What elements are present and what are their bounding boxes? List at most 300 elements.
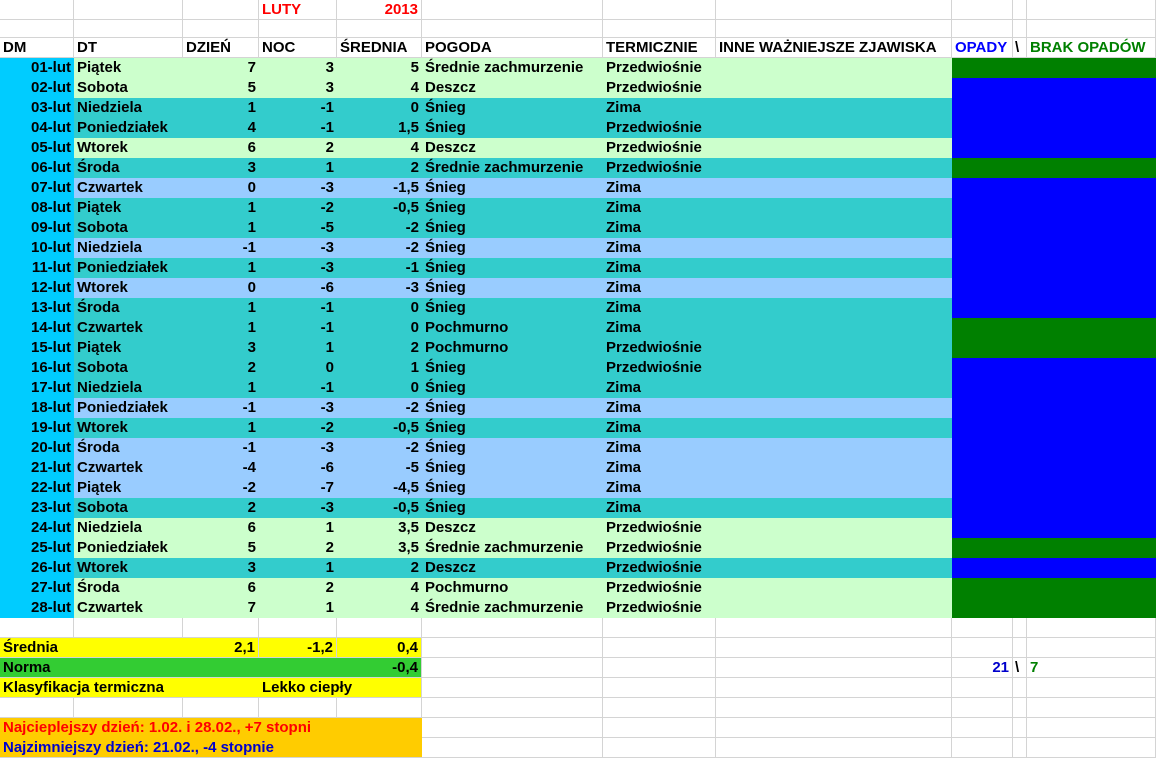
weather-cell[interactable]: Śnieg <box>422 378 603 398</box>
thermal-cell[interactable]: Zima <box>603 418 716 438</box>
day-date-cell[interactable]: 13-lut <box>0 298 74 318</box>
cell[interactable] <box>422 0 603 20</box>
avg-temp-cell[interactable]: 1 <box>337 358 422 378</box>
precip-indicator[interactable] <box>952 538 1156 558</box>
cell[interactable] <box>952 698 1013 718</box>
weather-cell[interactable]: Deszcz <box>422 78 603 98</box>
other-phenomena-cell[interactable] <box>716 258 952 278</box>
day-temp-cell[interactable]: 1 <box>183 378 259 398</box>
cell[interactable] <box>716 718 952 738</box>
header-noc[interactable]: NOC <box>259 38 337 58</box>
night-temp-cell[interactable]: 1 <box>259 158 337 178</box>
night-temp-cell[interactable]: 2 <box>259 138 337 158</box>
day-date-cell[interactable]: 11-lut <box>0 258 74 278</box>
opady-count[interactable]: 21 <box>952 658 1013 678</box>
cell[interactable] <box>1013 698 1027 718</box>
night-temp-cell[interactable]: -3 <box>259 258 337 278</box>
precip-indicator[interactable] <box>952 358 1156 378</box>
precip-indicator[interactable] <box>952 418 1156 438</box>
klasyfikacja-value[interactable]: Lekko ciepły <box>259 678 422 698</box>
cell[interactable] <box>716 638 952 658</box>
weather-cell[interactable]: Śnieg <box>422 218 603 238</box>
header-termicznie[interactable]: TERMICZNIE <box>603 38 716 58</box>
day-temp-cell[interactable]: 5 <box>183 538 259 558</box>
cell[interactable] <box>603 738 716 758</box>
day-name-cell[interactable]: Piątek <box>74 198 183 218</box>
cell[interactable] <box>952 20 1013 38</box>
cell[interactable] <box>1013 618 1027 638</box>
avg-temp-cell[interactable]: 2 <box>337 338 422 358</box>
thermal-cell[interactable]: Przedwiośnie <box>603 598 716 618</box>
cell[interactable] <box>422 638 603 658</box>
other-phenomena-cell[interactable] <box>716 518 952 538</box>
thermal-cell[interactable]: Przedwiośnie <box>603 358 716 378</box>
cell[interactable] <box>952 618 1013 638</box>
norma-value[interactable]: -0,4 <box>337 658 422 678</box>
header-inne[interactable]: INNE WAŻNIEJSZE ZJAWISKA <box>716 38 952 58</box>
month-title[interactable]: LUTY <box>259 0 337 20</box>
thermal-cell[interactable]: Zima <box>603 258 716 278</box>
thermal-cell[interactable]: Zima <box>603 98 716 118</box>
day-name-cell[interactable]: Środa <box>74 298 183 318</box>
cell[interactable] <box>1013 20 1027 38</box>
day-temp-cell[interactable]: 0 <box>183 278 259 298</box>
day-name-cell[interactable]: Czwartek <box>74 458 183 478</box>
cell[interactable] <box>1013 0 1027 20</box>
avg-temp-cell[interactable]: 3,5 <box>337 538 422 558</box>
thermal-cell[interactable]: Zima <box>603 298 716 318</box>
day-temp-cell[interactable]: 3 <box>183 558 259 578</box>
day-date-cell[interactable]: 07-lut <box>0 178 74 198</box>
other-phenomena-cell[interactable] <box>716 138 952 158</box>
night-temp-cell[interactable]: -3 <box>259 398 337 418</box>
norma-label[interactable]: Norma <box>0 658 337 678</box>
cell[interactable] <box>952 638 1013 658</box>
thermal-cell[interactable]: Przedwiośnie <box>603 518 716 538</box>
night-temp-cell[interactable]: -6 <box>259 278 337 298</box>
day-temp-cell[interactable]: 6 <box>183 578 259 598</box>
cell[interactable] <box>183 698 259 718</box>
day-name-cell[interactable]: Poniedziałek <box>74 118 183 138</box>
precip-indicator[interactable] <box>952 218 1156 238</box>
cell[interactable] <box>183 618 259 638</box>
weather-cell[interactable]: Śnieg <box>422 258 603 278</box>
precip-indicator[interactable] <box>952 98 1156 118</box>
avg-temp-cell[interactable]: 4 <box>337 598 422 618</box>
precip-indicator[interactable] <box>952 178 1156 198</box>
header-pogoda[interactable]: POGODA <box>422 38 603 58</box>
cell[interactable] <box>422 658 603 678</box>
night-temp-cell[interactable]: -3 <box>259 498 337 518</box>
night-temp-cell[interactable]: -5 <box>259 218 337 238</box>
day-name-cell[interactable]: Wtorek <box>74 278 183 298</box>
cell[interactable] <box>1027 20 1156 38</box>
thermal-cell[interactable]: Przedwiośnie <box>603 158 716 178</box>
day-temp-cell[interactable]: 7 <box>183 58 259 78</box>
header-srednia[interactable]: ŚREDNIA <box>337 38 422 58</box>
thermal-cell[interactable]: Zima <box>603 318 716 338</box>
header-dzien[interactable]: DZIEŃ <box>183 38 259 58</box>
day-temp-cell[interactable]: 1 <box>183 418 259 438</box>
cell[interactable] <box>1013 678 1027 698</box>
cell[interactable] <box>1013 638 1027 658</box>
cell[interactable] <box>183 0 259 20</box>
thermal-cell[interactable]: Przedwiośnie <box>603 338 716 358</box>
thermal-cell[interactable]: Przedwiośnie <box>603 558 716 578</box>
avg-temp-cell[interactable]: -4,5 <box>337 478 422 498</box>
night-temp-cell[interactable]: 1 <box>259 518 337 538</box>
precip-indicator[interactable] <box>952 58 1156 78</box>
day-name-cell[interactable]: Poniedziałek <box>74 538 183 558</box>
day-date-cell[interactable]: 17-lut <box>0 378 74 398</box>
avg-temp-cell[interactable]: 2 <box>337 558 422 578</box>
precip-indicator[interactable] <box>952 498 1156 518</box>
cell[interactable] <box>716 618 952 638</box>
cell[interactable] <box>74 618 183 638</box>
day-name-cell[interactable]: Środa <box>74 158 183 178</box>
day-name-cell[interactable]: Czwartek <box>74 178 183 198</box>
avg-temp-cell[interactable]: -2 <box>337 238 422 258</box>
cell[interactable] <box>1027 638 1156 658</box>
cell[interactable] <box>716 678 952 698</box>
thermal-cell[interactable]: Przedwiośnie <box>603 58 716 78</box>
precip-indicator[interactable] <box>952 278 1156 298</box>
other-phenomena-cell[interactable] <box>716 458 952 478</box>
avg-temp-cell[interactable]: 4 <box>337 138 422 158</box>
other-phenomena-cell[interactable] <box>716 158 952 178</box>
precip-indicator[interactable] <box>952 118 1156 138</box>
other-phenomena-cell[interactable] <box>716 418 952 438</box>
day-date-cell[interactable]: 12-lut <box>0 278 74 298</box>
day-date-cell[interactable]: 10-lut <box>0 238 74 258</box>
day-date-cell[interactable]: 24-lut <box>0 518 74 538</box>
cell[interactable] <box>1027 718 1156 738</box>
cell[interactable] <box>1027 738 1156 758</box>
count-separator[interactable]: \ <box>1013 658 1027 678</box>
weather-cell[interactable]: Śnieg <box>422 98 603 118</box>
day-temp-cell[interactable]: -1 <box>183 238 259 258</box>
day-name-cell[interactable]: Niedziela <box>74 98 183 118</box>
day-temp-cell[interactable]: -4 <box>183 458 259 478</box>
avg-temp-cell[interactable]: 3,5 <box>337 518 422 538</box>
precip-indicator[interactable] <box>952 458 1156 478</box>
weather-cell[interactable]: Śnieg <box>422 458 603 478</box>
day-temp-cell[interactable]: -2 <box>183 478 259 498</box>
day-date-cell[interactable]: 08-lut <box>0 198 74 218</box>
precip-indicator[interactable] <box>952 298 1156 318</box>
avg-temp-cell[interactable]: 5 <box>337 58 422 78</box>
night-temp-cell[interactable]: 1 <box>259 558 337 578</box>
other-phenomena-cell[interactable] <box>716 298 952 318</box>
cell[interactable] <box>183 20 259 38</box>
day-name-cell[interactable]: Środa <box>74 438 183 458</box>
day-temp-cell[interactable]: 5 <box>183 78 259 98</box>
day-name-cell[interactable]: Sobota <box>74 358 183 378</box>
thermal-cell[interactable]: Przedwiośnie <box>603 578 716 598</box>
weather-cell[interactable]: Śnieg <box>422 498 603 518</box>
day-name-cell[interactable]: Wtorek <box>74 138 183 158</box>
precip-indicator[interactable] <box>952 78 1156 98</box>
cell[interactable] <box>259 618 337 638</box>
cell[interactable] <box>337 698 422 718</box>
day-temp-cell[interactable]: 2 <box>183 358 259 378</box>
other-phenomena-cell[interactable] <box>716 238 952 258</box>
cell[interactable] <box>422 678 603 698</box>
avg-temp-cell[interactable]: -0,5 <box>337 498 422 518</box>
thermal-cell[interactable]: Zima <box>603 498 716 518</box>
cell[interactable] <box>1027 698 1156 718</box>
other-phenomena-cell[interactable] <box>716 98 952 118</box>
precip-indicator[interactable] <box>952 478 1156 498</box>
weather-cell[interactable]: Śnieg <box>422 298 603 318</box>
day-name-cell[interactable]: Wtorek <box>74 558 183 578</box>
precip-indicator[interactable] <box>952 318 1156 338</box>
cell[interactable] <box>422 718 603 738</box>
precip-indicator[interactable] <box>952 518 1156 538</box>
cell[interactable] <box>259 698 337 718</box>
header-brak[interactable]: BRAK OPADÓW <box>1027 38 1156 58</box>
night-temp-cell[interactable]: -7 <box>259 478 337 498</box>
thermal-cell[interactable]: Zima <box>603 178 716 198</box>
weather-cell[interactable]: Śnieg <box>422 438 603 458</box>
avg-temp-cell[interactable]: 0 <box>337 98 422 118</box>
precip-indicator[interactable] <box>952 578 1156 598</box>
cell[interactable] <box>952 678 1013 698</box>
precip-indicator[interactable] <box>952 398 1156 418</box>
precip-indicator[interactable] <box>952 338 1156 358</box>
weather-cell[interactable]: Deszcz <box>422 138 603 158</box>
day-name-cell[interactable]: Piątek <box>74 58 183 78</box>
day-date-cell[interactable]: 26-lut <box>0 558 74 578</box>
cell[interactable] <box>0 698 74 718</box>
thermal-cell[interactable]: Zima <box>603 478 716 498</box>
other-phenomena-cell[interactable] <box>716 278 952 298</box>
day-name-cell[interactable]: Wtorek <box>74 418 183 438</box>
weather-cell[interactable]: Średnie zachmurzenie <box>422 598 603 618</box>
day-date-cell[interactable]: 28-lut <box>0 598 74 618</box>
day-date-cell[interactable]: 18-lut <box>0 398 74 418</box>
day-temp-cell[interactable]: 1 <box>183 258 259 278</box>
weather-cell[interactable]: Średnie zachmurzenie <box>422 58 603 78</box>
other-phenomena-cell[interactable] <box>716 58 952 78</box>
day-name-cell[interactable]: Piątek <box>74 478 183 498</box>
cell[interactable] <box>1027 618 1156 638</box>
day-temp-cell[interactable]: 1 <box>183 218 259 238</box>
day-name-cell[interactable]: Sobota <box>74 498 183 518</box>
thermal-cell[interactable]: Zima <box>603 238 716 258</box>
precip-indicator[interactable] <box>952 238 1156 258</box>
other-phenomena-cell[interactable] <box>716 378 952 398</box>
avg-temp-cell[interactable]: -0,5 <box>337 198 422 218</box>
header-dt[interactable]: DT <box>74 38 183 58</box>
other-phenomena-cell[interactable] <box>716 498 952 518</box>
day-name-cell[interactable]: Czwartek <box>74 318 183 338</box>
other-phenomena-cell[interactable] <box>716 338 952 358</box>
night-temp-cell[interactable]: -2 <box>259 418 337 438</box>
cell[interactable] <box>422 698 603 718</box>
day-temp-cell[interactable]: 1 <box>183 198 259 218</box>
weather-cell[interactable]: Średnie zachmurzenie <box>422 158 603 178</box>
cell[interactable] <box>0 20 74 38</box>
cell[interactable] <box>603 678 716 698</box>
avg-temp-cell[interactable]: 0 <box>337 378 422 398</box>
cell[interactable] <box>422 738 603 758</box>
precip-indicator[interactable] <box>952 258 1156 278</box>
avg-temp-cell[interactable]: -5 <box>337 458 422 478</box>
night-temp-cell[interactable]: 1 <box>259 598 337 618</box>
day-temp-cell[interactable]: 2 <box>183 498 259 518</box>
avg-temp-cell[interactable]: 4 <box>337 78 422 98</box>
precip-indicator[interactable] <box>952 158 1156 178</box>
day-date-cell[interactable]: 09-lut <box>0 218 74 238</box>
night-temp-cell[interactable]: 2 <box>259 578 337 598</box>
brak-count[interactable]: 7 <box>1027 658 1156 678</box>
weather-cell[interactable]: Śnieg <box>422 398 603 418</box>
avg-temp-cell[interactable]: -1 <box>337 258 422 278</box>
other-phenomena-cell[interactable] <box>716 318 952 338</box>
precip-indicator[interactable] <box>952 558 1156 578</box>
avg-temp-cell[interactable]: -0,5 <box>337 418 422 438</box>
srednia-avg[interactable]: 0,4 <box>337 638 422 658</box>
weather-cell[interactable]: Śnieg <box>422 118 603 138</box>
other-phenomena-cell[interactable] <box>716 478 952 498</box>
cell[interactable] <box>603 20 716 38</box>
night-temp-cell[interactable]: 0 <box>259 358 337 378</box>
cell[interactable] <box>422 618 603 638</box>
precip-indicator[interactable] <box>952 378 1156 398</box>
other-phenomena-cell[interactable] <box>716 558 952 578</box>
cell[interactable] <box>1027 0 1156 20</box>
day-date-cell[interactable]: 01-lut <box>0 58 74 78</box>
night-temp-cell[interactable]: -1 <box>259 378 337 398</box>
night-temp-cell[interactable]: -2 <box>259 198 337 218</box>
day-temp-cell[interactable]: -1 <box>183 438 259 458</box>
weather-cell[interactable]: Śnieg <box>422 198 603 218</box>
day-date-cell[interactable]: 25-lut <box>0 538 74 558</box>
day-date-cell[interactable]: 19-lut <box>0 418 74 438</box>
other-phenomena-cell[interactable] <box>716 438 952 458</box>
day-temp-cell[interactable]: 0 <box>183 178 259 198</box>
cell[interactable] <box>952 738 1013 758</box>
night-temp-cell[interactable]: -1 <box>259 298 337 318</box>
cell[interactable] <box>603 698 716 718</box>
thermal-cell[interactable]: Zima <box>603 278 716 298</box>
day-name-cell[interactable]: Poniedziałek <box>74 258 183 278</box>
cell[interactable] <box>952 718 1013 738</box>
cell[interactable] <box>337 20 422 38</box>
avg-temp-cell[interactable]: 0 <box>337 318 422 338</box>
cell[interactable] <box>0 618 74 638</box>
day-name-cell[interactable]: Środa <box>74 578 183 598</box>
thermal-cell[interactable]: Zima <box>603 398 716 418</box>
avg-temp-cell[interactable]: 4 <box>337 578 422 598</box>
klasyfikacja-label[interactable]: Klasyfikacja termiczna <box>0 678 259 698</box>
day-date-cell[interactable]: 03-lut <box>0 98 74 118</box>
night-temp-cell[interactable]: -6 <box>259 458 337 478</box>
header-separator[interactable]: \ <box>1013 38 1027 58</box>
day-temp-cell[interactable]: -1 <box>183 398 259 418</box>
day-date-cell[interactable]: 27-lut <box>0 578 74 598</box>
weather-cell[interactable]: Śnieg <box>422 418 603 438</box>
weather-cell[interactable]: Pochmurno <box>422 578 603 598</box>
other-phenomena-cell[interactable] <box>716 118 952 138</box>
day-name-cell[interactable]: Niedziela <box>74 238 183 258</box>
thermal-cell[interactable]: Zima <box>603 378 716 398</box>
cell[interactable] <box>74 698 183 718</box>
weather-cell[interactable]: Pochmurno <box>422 338 603 358</box>
precip-indicator[interactable] <box>952 138 1156 158</box>
night-temp-cell[interactable]: -3 <box>259 438 337 458</box>
day-name-cell[interactable]: Niedziela <box>74 518 183 538</box>
avg-temp-cell[interactable]: -3 <box>337 278 422 298</box>
cell[interactable] <box>716 698 952 718</box>
night-temp-cell[interactable]: -1 <box>259 118 337 138</box>
cell[interactable] <box>716 738 952 758</box>
day-temp-cell[interactable]: 4 <box>183 118 259 138</box>
other-phenomena-cell[interactable] <box>716 178 952 198</box>
thermal-cell[interactable]: Zima <box>603 458 716 478</box>
night-temp-cell[interactable]: -3 <box>259 178 337 198</box>
weather-cell[interactable]: Śnieg <box>422 478 603 498</box>
precip-indicator[interactable] <box>952 198 1156 218</box>
night-temp-cell[interactable]: 3 <box>259 78 337 98</box>
weather-cell[interactable]: Śnieg <box>422 178 603 198</box>
day-date-cell[interactable]: 14-lut <box>0 318 74 338</box>
day-date-cell[interactable]: 05-lut <box>0 138 74 158</box>
weather-cell[interactable]: Pochmurno <box>422 318 603 338</box>
day-temp-cell[interactable]: 6 <box>183 138 259 158</box>
other-phenomena-cell[interactable] <box>716 398 952 418</box>
cell[interactable] <box>74 20 183 38</box>
cell[interactable] <box>716 20 952 38</box>
cell[interactable] <box>952 0 1013 20</box>
weather-cell[interactable]: Deszcz <box>422 558 603 578</box>
cell[interactable] <box>337 618 422 638</box>
srednia-label[interactable]: Średnia <box>0 638 183 658</box>
day-date-cell[interactable]: 06-lut <box>0 158 74 178</box>
day-date-cell[interactable]: 02-lut <box>0 78 74 98</box>
cell[interactable] <box>0 0 74 20</box>
cell[interactable] <box>1013 718 1027 738</box>
day-date-cell[interactable]: 23-lut <box>0 498 74 518</box>
day-name-cell[interactable]: Poniedziałek <box>74 398 183 418</box>
day-temp-cell[interactable]: 1 <box>183 98 259 118</box>
year-title[interactable]: 2013 <box>337 0 422 20</box>
avg-temp-cell[interactable]: -1,5 <box>337 178 422 198</box>
thermal-cell[interactable]: Przedwiośnie <box>603 138 716 158</box>
day-date-cell[interactable]: 22-lut <box>0 478 74 498</box>
avg-temp-cell[interactable]: 0 <box>337 298 422 318</box>
cell[interactable] <box>603 658 716 678</box>
other-phenomena-cell[interactable] <box>716 538 952 558</box>
other-phenomena-cell[interactable] <box>716 578 952 598</box>
weather-cell[interactable]: Średnie zachmurzenie <box>422 538 603 558</box>
day-temp-cell[interactable]: 1 <box>183 318 259 338</box>
weather-cell[interactable]: Śnieg <box>422 358 603 378</box>
other-phenomena-cell[interactable] <box>716 358 952 378</box>
thermal-cell[interactable]: Przedwiośnie <box>603 538 716 558</box>
cell[interactable] <box>259 20 337 38</box>
day-date-cell[interactable]: 04-lut <box>0 118 74 138</box>
precip-indicator[interactable] <box>952 438 1156 458</box>
night-temp-cell[interactable]: 2 <box>259 538 337 558</box>
night-temp-cell[interactable]: 1 <box>259 338 337 358</box>
header-opady[interactable]: OPADY <box>952 38 1013 58</box>
warmest-note[interactable]: Najcieplejszy dzień: 1.02. i 28.02., +7 stopni <box>0 718 422 738</box>
cell[interactable] <box>1027 678 1156 698</box>
weather-cell[interactable]: Śnieg <box>422 238 603 258</box>
cell[interactable] <box>603 638 716 658</box>
